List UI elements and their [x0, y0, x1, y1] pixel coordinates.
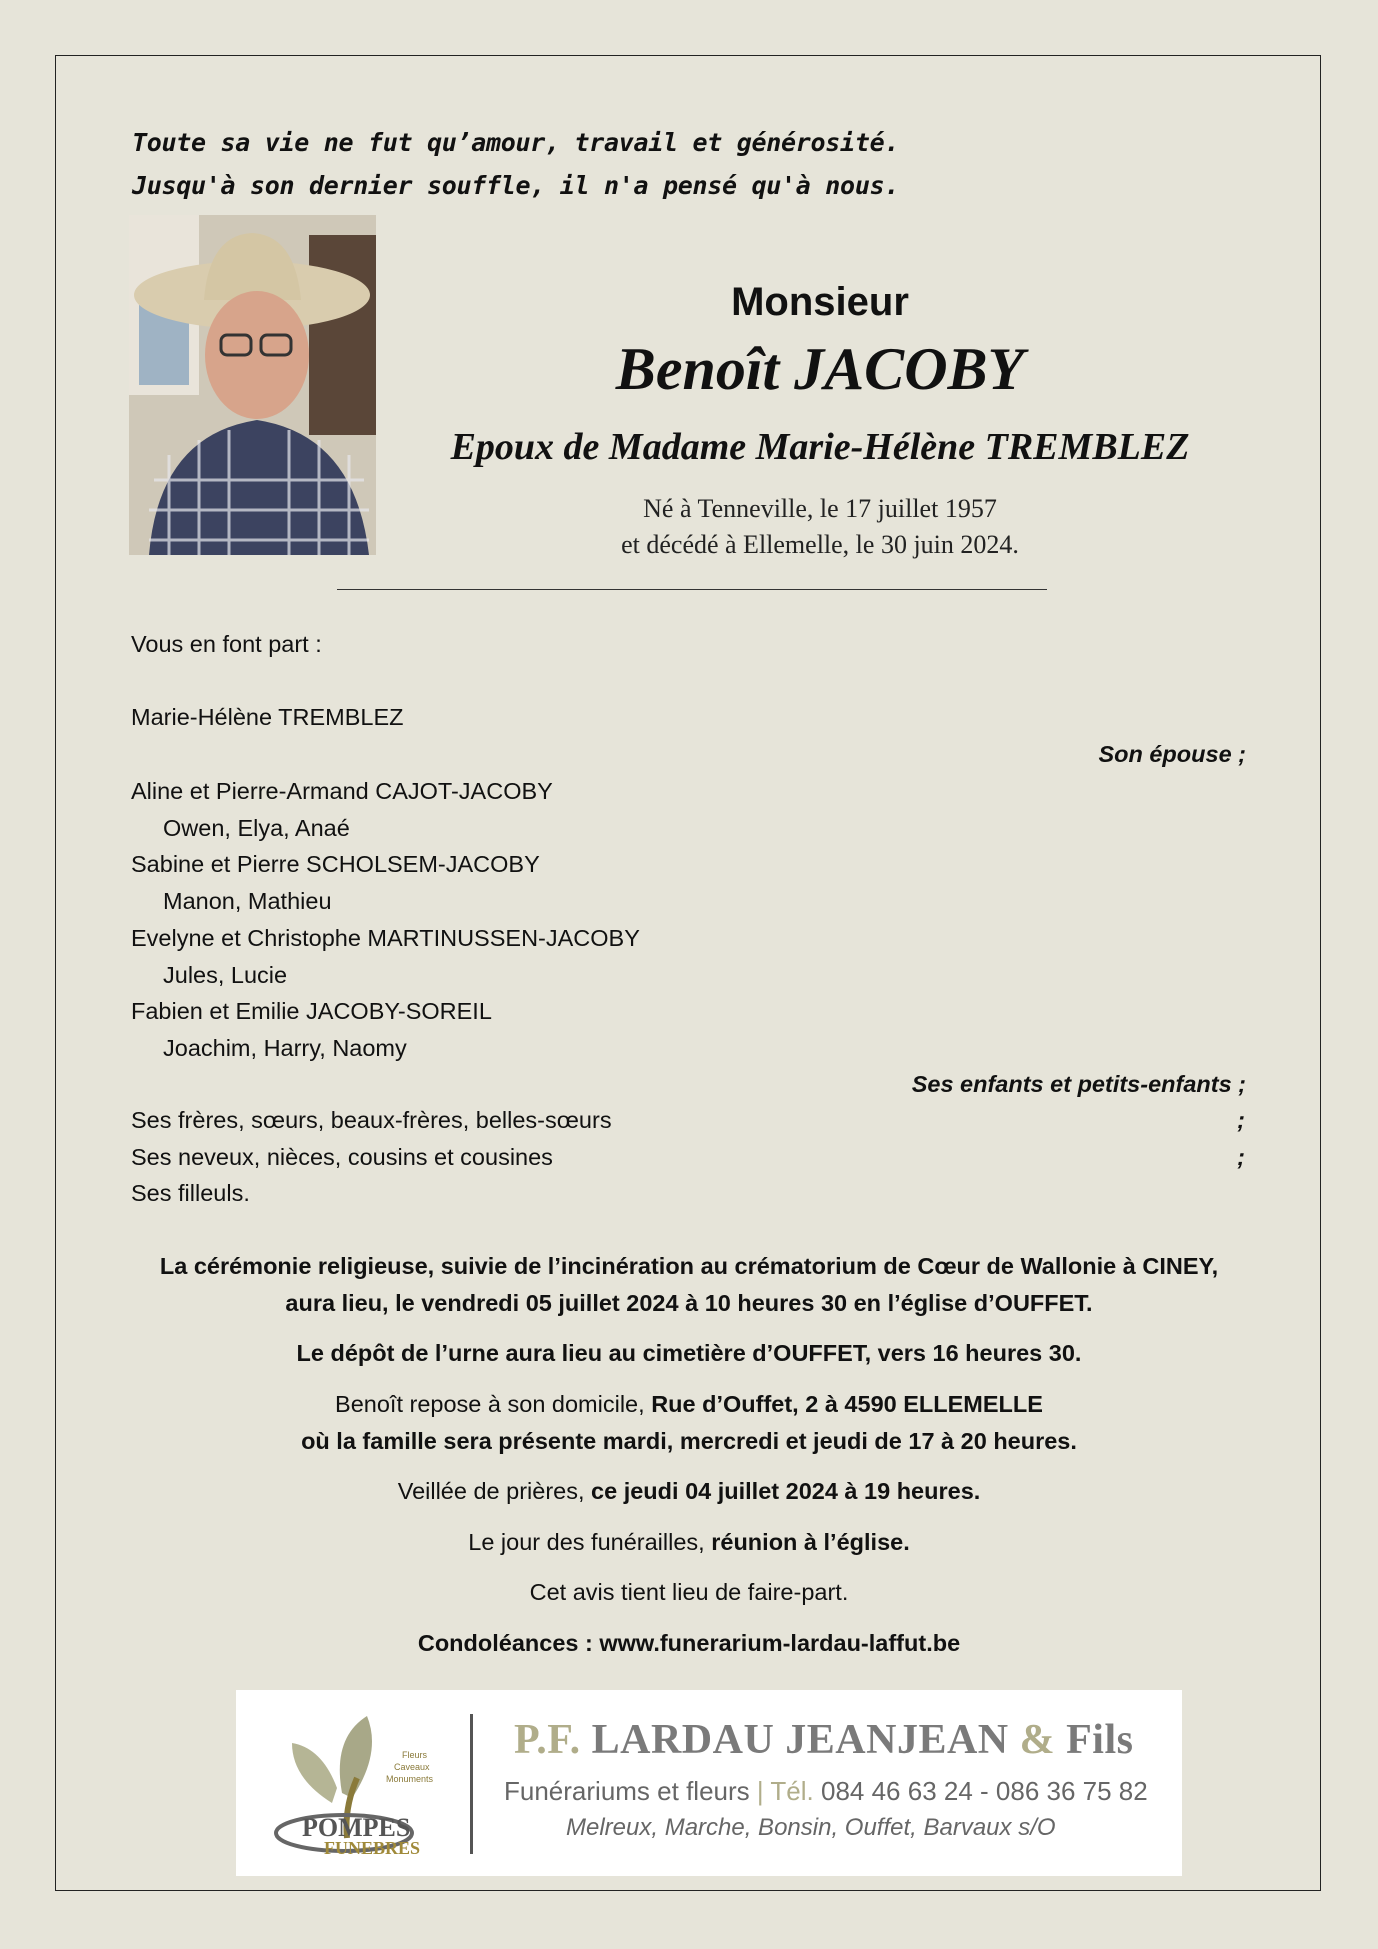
meeting-place: réunion à l’église.: [711, 1529, 910, 1555]
child-couple: Aline et Pierre-Armand CAJOT-JACOBY: [131, 778, 553, 804]
divider: [337, 589, 1047, 590]
quote-line-2: Jusqu'à son dernier souffle, il n'a pensé qu'à nous.: [132, 171, 900, 200]
grandchildren: Joachim, Harry, Naomy: [163, 1035, 407, 1061]
child-couple: Fabien et Emilie JACOBY-SOREIL: [131, 998, 492, 1024]
spouse-line: Epoux de Madame Marie-Hélène TREMBLEZ: [450, 426, 1190, 468]
godchildren-line: Ses filleuls.: [131, 1180, 250, 1206]
logo-contact: [504, 1776, 1148, 1807]
deceased-name: Benoît JACOBY: [615, 336, 1025, 402]
logo-phones: 084 46 63 24 - 086 36 75 82: [820, 1776, 1148, 1806]
vigil-prefix: Veillée de prières,: [397, 1478, 592, 1504]
logo-services: Funérariums et fleurs: [504, 1776, 750, 1806]
condolences-line: Condoléances : www.funerarium-lardau-laffut.be: [417, 1630, 961, 1656]
vigil-time: ce jeudi 04 juillet 2024 à 19 heures.: [591, 1478, 981, 1504]
leaf-emblem-icon: [272, 1708, 462, 1858]
emblem-small-3: Monuments: [386, 1774, 434, 1784]
wife-label: Son épouse ;: [1098, 741, 1246, 767]
notice-line: Cet avis tient lieu de faire-part.: [529, 1579, 849, 1605]
death-line: et décédé à Ellemelle, le 30 juin 2024.: [621, 530, 1019, 559]
logo-tel-label: | Tél.: [756, 1776, 814, 1806]
ceremony-line-1: La cérémonie religieuse, suivie de l’incinération au crématorium de Cœur de Wallonie à CINEY,: [159, 1253, 1219, 1279]
portrait-photo: [129, 215, 376, 555]
vigil-line: [0, 1478, 1378, 1505]
children-label: Ses enfants et petits-enfants ;: [911, 1071, 1246, 1097]
logo-amp: &: [1019, 1717, 1056, 1763]
wife-name: Marie-Hélène TREMBLEZ: [131, 704, 404, 730]
intro-text: Vous en font part :: [131, 631, 322, 657]
logo-name: LARDAU JEANJEAN: [591, 1717, 1009, 1763]
siblings-mark: ;: [1237, 1107, 1245, 1133]
child-couple: Evelyne et Christophe MARTINUSSEN-JACOBY: [131, 925, 640, 951]
logo-pf: P.F.: [514, 1717, 581, 1763]
visit-line: où la famille sera présente mardi, mercredi et jeudi de 17 à 20 heures.: [301, 1428, 1077, 1454]
birth-line: Né à Tenneville, le 17 juillet 1957: [643, 494, 997, 523]
grandchildren: Manon, Mathieu: [163, 888, 332, 914]
rest-address: Rue d’Ouffet, 2 à 4590 ELLEMELLE: [651, 1391, 1043, 1417]
meeting-prefix: Le jour des funérailles,: [468, 1529, 712, 1555]
funeral-home-logo: [236, 1690, 1182, 1876]
ceremony-line-2: aura lieu, le vendredi 05 juillet 2024 à 10 heures 30 en l’église d’OUFFET.: [285, 1290, 1093, 1316]
logo-fils: Fils: [1066, 1717, 1134, 1763]
nephews-line: Ses neveux, nièces, cousins et cousines: [131, 1144, 553, 1170]
emblem-main-1: POMPES: [302, 1813, 411, 1842]
rest-prefix: Benoît repose à son domicile,: [335, 1391, 652, 1417]
emblem-small-2: Caveaux: [394, 1762, 430, 1772]
logo-separator: [470, 1714, 473, 1854]
emblem-small-1: Fleurs: [402, 1750, 428, 1760]
honorific: Monsieur: [731, 280, 909, 324]
emblem-main-2: FUNEBRES: [324, 1838, 421, 1858]
rest-line: [0, 1391, 1378, 1418]
urn-line: Le dépôt de l’urne aura lieu au cimetière d’OUFFET, vers 16 heures 30.: [296, 1340, 1082, 1366]
meeting-line: [0, 1529, 1378, 1556]
siblings-line: Ses frères, sœurs, beaux-frères, belles-sœurs: [131, 1107, 612, 1133]
grandchildren: Jules, Lucie: [163, 962, 288, 988]
quote-line-1: Toute sa vie ne fut qu’amour, travail et générosité.: [132, 128, 900, 157]
child-couple: Sabine et Pierre SCHOLSEM-JACOBY: [131, 851, 540, 877]
logo-title: [514, 1716, 1133, 1764]
nephews-mark: ;: [1237, 1144, 1245, 1170]
logo-locations: Melreux, Marche, Bonsin, Ouffet, Barvaux s/O: [566, 1814, 1056, 1841]
grandchildren: Owen, Elya, Anaé: [163, 815, 350, 841]
